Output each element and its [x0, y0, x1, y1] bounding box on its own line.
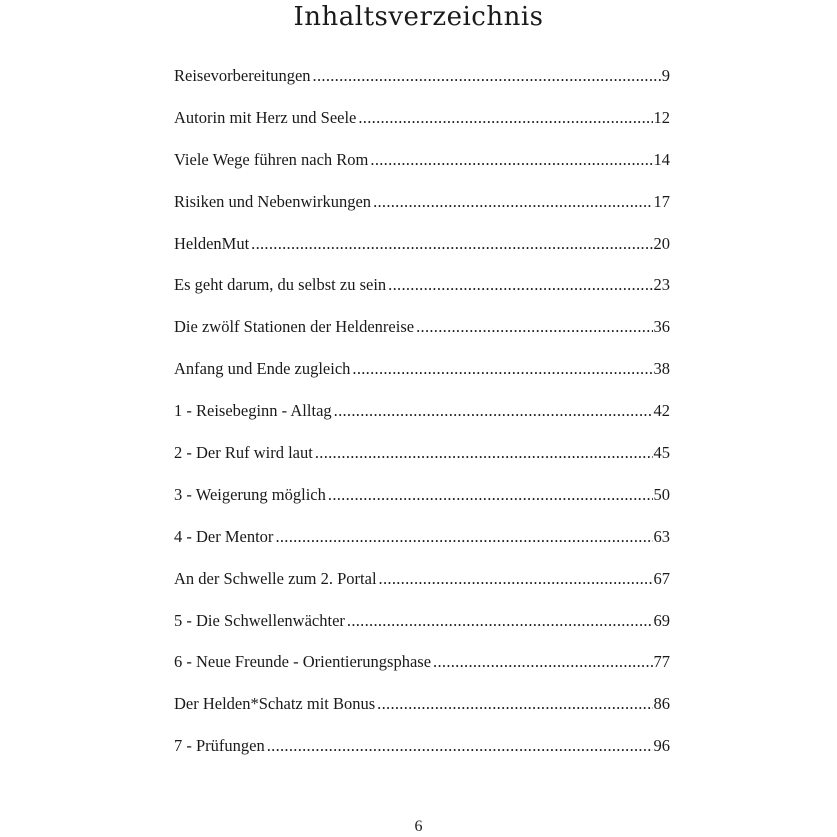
page-title: Inhaltsverzeichnis	[293, 2, 544, 32]
toc-entry-label: Reisevorbereitungen	[174, 66, 311, 85]
toc-entry	[174, 694, 670, 736]
toc-entry-label: 5 - Die Schwellenwächter	[174, 610, 345, 630]
toc-entry-label: Anfang und Ende zugleich	[174, 359, 351, 379]
toc-entry-page: 63	[653, 526, 670, 546]
toc-entry-page: 69	[653, 610, 670, 630]
toc-entry-page: 96	[653, 736, 670, 756]
toc-dot-leader	[334, 401, 653, 421]
toc-dot-leader	[313, 66, 661, 86]
toc-entry-label: 4 - Der Mentor	[174, 526, 274, 546]
toc-entry-label: 2 - Der Ruf wird laut	[174, 443, 313, 463]
toc-entry-page: 67	[653, 568, 670, 588]
toc-dot-leader	[379, 569, 653, 589]
toc-entry	[174, 736, 670, 778]
toc-entry	[174, 234, 670, 276]
toc-entry	[174, 527, 670, 569]
toc-dot-leader	[433, 652, 652, 672]
toc-dot-leader	[315, 443, 653, 463]
toc-entry-label: Autorin mit Herz und Seele	[174, 107, 357, 127]
toc-entry-page: 77	[653, 652, 670, 672]
toc-dot-leader	[358, 108, 652, 128]
page-number: 6	[414, 818, 423, 835]
toc-entry	[174, 108, 670, 150]
toc-entry	[174, 443, 670, 485]
toc-entry-page: 50	[653, 484, 670, 504]
toc-entry	[174, 275, 670, 317]
table-of-contents	[174, 66, 670, 778]
toc-entry-label: 7 - Prüfungen	[174, 736, 265, 756]
toc-entry	[174, 66, 670, 108]
toc-entry	[174, 401, 670, 443]
toc-entry-page: 86	[653, 694, 670, 714]
toc-entry-label: Viele Wege führen nach Rom	[174, 149, 369, 169]
toc-entry	[174, 150, 670, 192]
toc-entry-label: Der Helden*Schatz mit Bonus	[174, 694, 376, 714]
toc-entry	[174, 192, 670, 234]
toc-entry-page: 12	[653, 107, 670, 127]
toc-entry	[174, 317, 670, 359]
toc-entry-label: 3 - Weigerung möglich	[174, 484, 326, 504]
toc-dot-leader	[328, 485, 653, 505]
toc-entry-label: Die zwölf Stationen der Heldenreise	[174, 317, 415, 337]
toc-entry-page: 20	[653, 233, 670, 253]
toc-entry-label: 1 - Reisebeginn - Alltag	[174, 401, 332, 421]
toc-entry-label: 6 - Neue Freunde - Orientierungsphase	[174, 652, 432, 672]
toc-entry-page: 17	[653, 191, 670, 211]
toc-dot-leader	[416, 317, 652, 337]
toc-entry-page: 36	[653, 317, 670, 337]
toc-entry	[174, 611, 670, 653]
toc-dot-leader	[370, 150, 652, 170]
toc-entry-page: 42	[653, 401, 670, 421]
toc-dot-leader	[352, 359, 652, 379]
toc-dot-leader	[275, 527, 652, 547]
toc-entry	[174, 652, 670, 694]
toc-entry-label: Risiken und Nebenwirkungen	[174, 191, 372, 211]
toc-dot-leader	[373, 192, 652, 212]
toc-entry-page: 23	[653, 275, 670, 295]
toc-entry	[174, 485, 670, 527]
toc-entry	[174, 569, 670, 611]
toc-dot-leader	[377, 694, 652, 714]
toc-dot-leader	[251, 234, 652, 254]
toc-dot-leader	[267, 736, 653, 756]
toc-entry-label: An der Schwelle zum 2. Portal	[174, 568, 377, 588]
toc-entry	[174, 359, 670, 401]
toc-entry-page: 38	[653, 359, 670, 379]
toc-dot-leader	[347, 611, 653, 631]
toc-dot-leader	[388, 275, 652, 295]
toc-entry-page: 9	[661, 66, 670, 85]
toc-entry-page: 14	[653, 149, 670, 169]
toc-entry-label: HeldenMut	[174, 233, 250, 253]
toc-entry-page: 45	[653, 443, 670, 463]
toc-entry-label: Es geht darum, du selbst zu sein	[174, 275, 387, 295]
